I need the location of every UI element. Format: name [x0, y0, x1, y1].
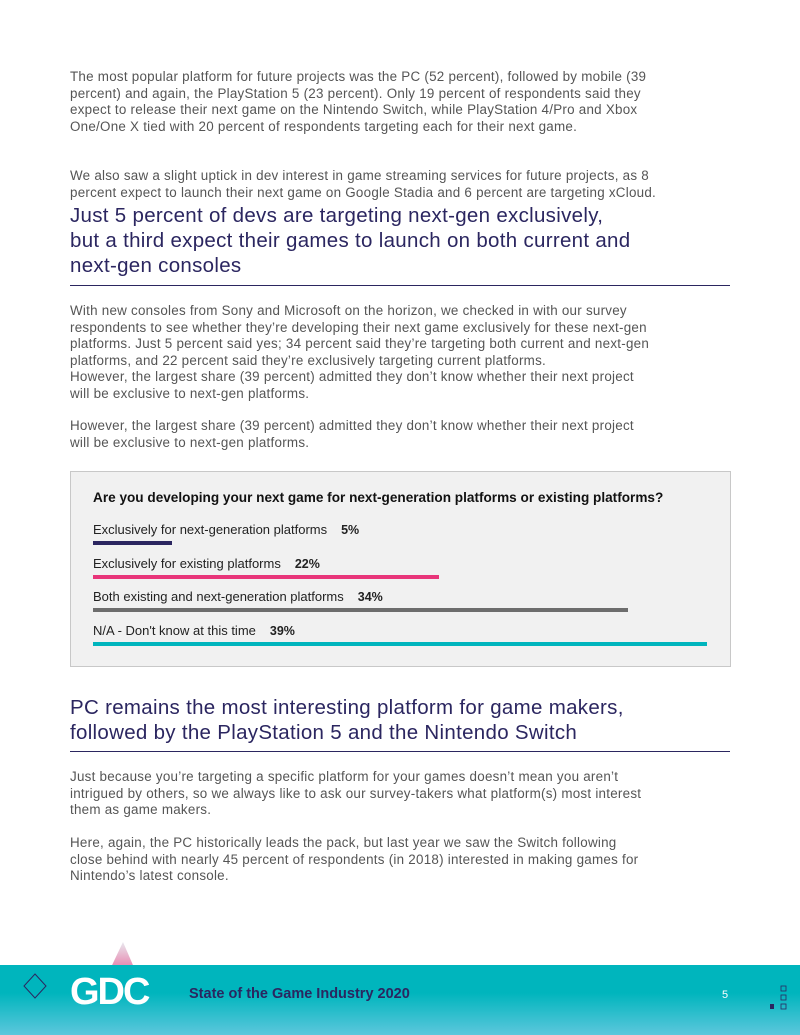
paragraph-next-gen [70, 303, 649, 403]
text-line: However, the largest share (39 percent) admitted they don’t know whether their next project [70, 369, 634, 385]
text-line: Here, again, the PC historically leads the pack, but last year we saw the Switch following [70, 835, 617, 850]
bar-value: 39% [269, 623, 295, 638]
bar [93, 575, 439, 579]
bar-label: N/A - Don't know at this time [93, 622, 256, 638]
text-line: percent) and again, the PlayStation 5 (23 percent). Only 19 percent of respondents said they [70, 85, 641, 101]
text-line: Just 5 percent of devs are targeting next-gen exclusively, [70, 204, 604, 227]
paragraph-interest [70, 769, 641, 819]
chart-row [93, 522, 359, 545]
text-line: close behind with nearly 45 percent of respondents (in 2018) interested in making games for [70, 851, 639, 867]
text-line: Nintendo’s latest console. [70, 868, 229, 884]
bar-label: Both existing and next-generation platforms [93, 589, 344, 604]
section-heading-interest [70, 695, 730, 745]
text-line: respondents to see whether they’re developing their next game exclusively for these next-gen [70, 319, 647, 335]
paragraph-platforms [70, 69, 646, 135]
chart-row [93, 623, 707, 646]
section-heading-next-gen [70, 203, 730, 278]
footer-title: State of the Game Industry 2020 [189, 986, 410, 1002]
text-line: followed by the PlayStation 5 and the Nintendo Switch [70, 721, 578, 744]
gdc-logo: GDC [70, 971, 149, 1013]
paragraph-largest-share [70, 418, 634, 451]
bar-label: Exclusively for next-generation platforms [93, 522, 328, 537]
paragraph-streaming [70, 168, 656, 201]
text-line: platforms. Just 5 percent said yes; 34 percent said they’re targeting both current and next-gen [70, 336, 650, 352]
page-dots-icon [768, 985, 792, 1015]
bar-value: 22% [294, 556, 320, 571]
text-line: will be exclusive to next-gen platforms. [70, 434, 310, 450]
text-line: will be exclusive to next-gen platforms. [70, 385, 310, 401]
text-line: However, the largest share (39 percent) admitted they don’t know whether their next project [70, 418, 634, 433]
text-line: them as game makers. [70, 802, 212, 818]
page-number: 5 [722, 989, 729, 1001]
text-line: PC remains the most interesting platform for game makers, [70, 696, 624, 719]
text-line: Just because you’re targeting a specific platform for your games doesn’t mean you aren’t [70, 769, 619, 784]
text-line: One/One X tied with 20 percent of respondents targeting each for their next game. [70, 118, 578, 134]
chart-row [93, 556, 439, 579]
text-line: but a third expect their games to launch on both current and [70, 229, 631, 252]
text-line: next-gen consoles [70, 254, 242, 277]
text-line: We also saw a slight uptick in dev interest in game streaming services for future projects, as 8 [70, 168, 649, 183]
text-line: percent expect to launch their next game on Google Stadia and 6 percent are targeting xCloud. [70, 184, 657, 200]
text-line: intrigued by others, so we always like to ask our survey-takers what platform(s) most interest [70, 785, 642, 801]
footer [0, 965, 800, 1035]
paragraph-pc-leads [70, 835, 638, 885]
divider [70, 285, 730, 286]
text-line: expect to release their next game on the Nintendo Switch, while PlayStation 4/Pro and Xbox [70, 102, 638, 118]
diamond-icon [22, 973, 48, 999]
chart-row [93, 589, 628, 612]
text-line: platforms, and 22 percent said they’re exclusively targeting current platforms. [70, 352, 546, 368]
bar-label: Exclusively for existing platforms [93, 555, 281, 571]
bar-value: 5% [341, 523, 360, 537]
bar [93, 642, 707, 646]
text-line: With new consoles from Sony and Microsoft on the horizon, we checked in with our survey [70, 303, 627, 318]
text-line: The most popular platform for future projects was the PC (52 percent), followed by mobile (39 [70, 69, 647, 84]
divider [70, 751, 730, 752]
survey-chart [70, 471, 731, 667]
bar [93, 608, 628, 612]
chart-question: Are you developing your next game for next-generation platforms or existing platforms? [93, 490, 664, 505]
bar [93, 541, 172, 545]
bar-value: 34% [357, 590, 383, 604]
